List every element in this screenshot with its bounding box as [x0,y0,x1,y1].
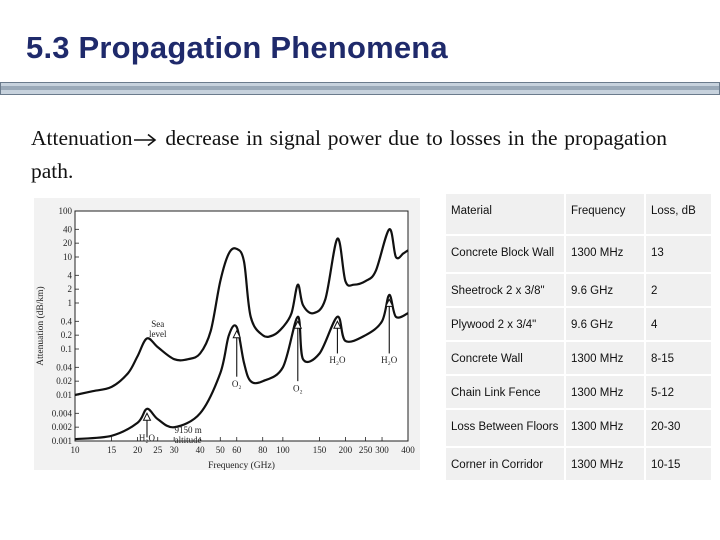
table-cell: Sheetrock 2 x 3/8" [446,274,564,306]
x-tick-label: 25 [153,445,163,455]
table-cell: 8-15 [646,342,711,374]
annotation-label: 9150 m altitude [174,424,202,445]
y-tick-label: 0.02 [56,376,72,387]
table-cell: 1300 MHz [566,448,644,480]
table-cell: Chain Link Fence [446,376,564,408]
y-tick-label: 1 [67,298,72,308]
table-cell: Plywood 2 x 3/4" [446,308,564,340]
annotation-label: H₂O [329,354,346,365]
x-tick-label: 20 [133,445,143,455]
table-cell: Concrete Block Wall [446,236,564,272]
x-tick-label: 60 [232,445,242,455]
material-loss-table [444,192,713,482]
table-cell: 2 [646,274,711,306]
y-tick-label: 0.4 [60,316,72,327]
plot-area [75,211,408,441]
y-tick-label: 0.2 [60,330,72,341]
y-tick-label: 10 [63,252,72,262]
table-cell: Concrete Wall [446,342,564,374]
x-tick-label: 400 [401,445,415,455]
x-tick-label: 15 [107,445,117,455]
x-tick-label: 200 [338,445,353,455]
x-tick-label: 250 [358,445,373,455]
table-cell: 1300 MHz [566,236,644,272]
table-row [446,308,711,340]
table-cell: 1300 MHz [566,376,644,408]
annotation-label: Sea level [148,319,167,340]
table-row [446,274,711,306]
table-header-cell: Material [446,194,564,234]
right-arrow-icon [133,133,157,147]
y-tick-label: 20 [63,238,72,249]
table-row [446,342,711,374]
x-tick-label: 300 [375,445,389,455]
y-tick-label: 40 [63,224,72,235]
table-cell: 9.6 GHz [566,274,644,306]
annotation-label: O₂ [292,383,303,394]
y-tick-label: 0.002 [51,422,72,433]
y-tick-label: 0.004 [51,408,72,419]
table-cell: 1300 MHz [566,410,644,446]
x-tick-label: 150 [312,445,327,455]
material-loss-table-body [446,194,711,480]
x-tick-label: 30 [169,445,179,455]
y-tick-label: 4 [67,270,72,281]
annotation-label: H₂O [138,433,156,443]
table-cell: 10-15 [646,448,711,480]
slide-title: 5.3 Propagation Phenomena [26,30,448,65]
table-row [446,376,711,408]
definition-paragraph [31,122,667,188]
x-tick-label: 40 [195,445,205,455]
y-tick-label: 0.04 [56,362,72,373]
y-axis-label: Attenuation (dB/km) [36,286,46,366]
table-cell: 1300 MHz [566,342,644,374]
table-row [446,448,711,480]
x-tick-label: 100 [276,445,290,455]
table-cell: 9.6 GHz [566,308,644,340]
y-tick-label: 2 [67,284,72,295]
table-header-cell: Loss, dB [646,194,711,234]
table-row [446,410,711,446]
x-tick-label: 50 [215,445,225,455]
table-cell: 4 [646,308,711,340]
y-tick-label: 0.001 [51,436,72,446]
attenuation-chart [34,198,420,470]
table-cell: 13 [646,236,711,272]
y-tick-label: 0.1 [60,344,72,354]
annotation-label: H₂O [381,354,398,365]
table-cell: Corner in Corridor [446,448,564,480]
title-divider-inner [1,86,719,90]
table-cell: 5-12 [646,376,711,408]
table-cell: Loss Between Floors [446,410,564,446]
term-attenuation: Attenuation [31,126,133,150]
x-axis-label: Frequency (GHz) [208,461,275,470]
attenuation-chart-svg [34,198,420,470]
table-cell: 20-30 [646,410,711,446]
y-tick-label: 0.01 [56,390,72,400]
table-header-row [446,194,711,234]
table-row [446,236,711,272]
annotation-label: O₂ [231,378,242,389]
title-divider [0,82,720,95]
table-header-cell: Frequency [566,194,644,234]
definition-text: decrease in signal power due to losses in the propagation path. [31,126,667,183]
y-tick-label: 100 [58,206,72,216]
x-tick-label: 80 [258,445,268,455]
x-tick-label: 10 [70,445,80,455]
